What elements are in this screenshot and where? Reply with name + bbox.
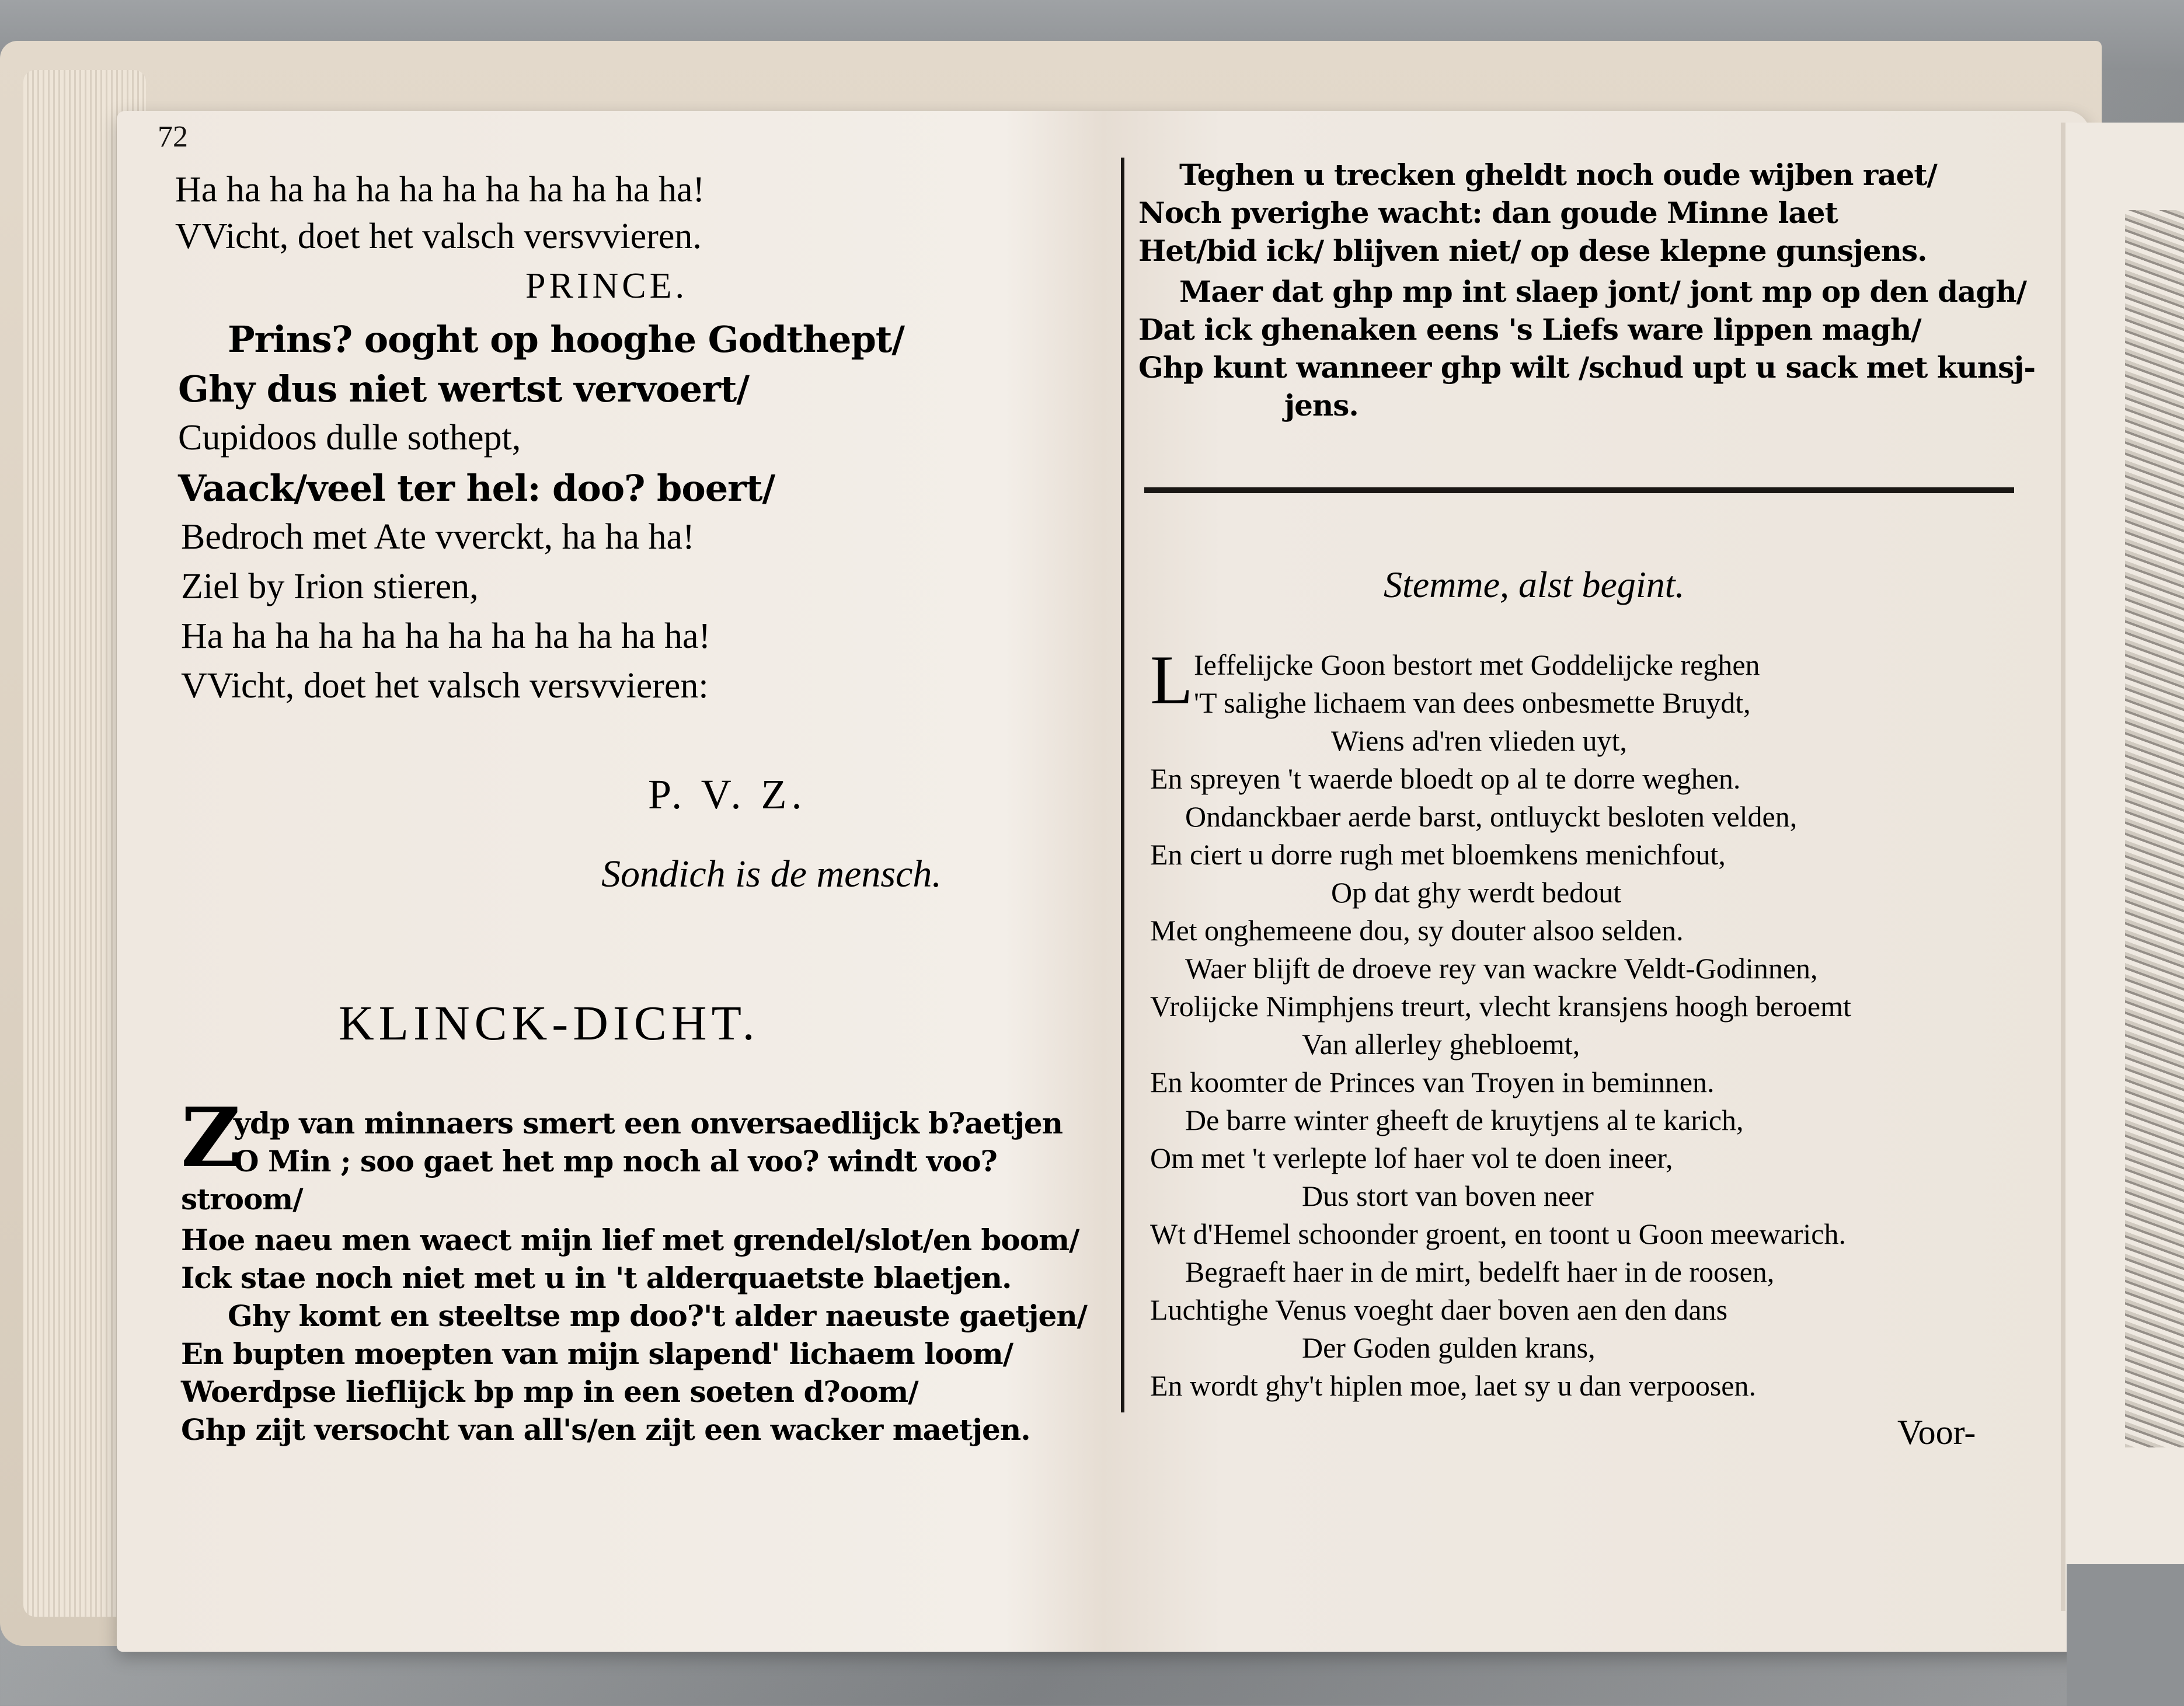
verse-line: Prins? ooght op hooghe Godthept/ bbox=[228, 318, 905, 361]
song-line: Wiens ad'ren vlieden uyt, bbox=[1331, 724, 1627, 757]
song-line: Waer blijft de droeve rey van wackre Veldt-Godinnen, bbox=[1185, 952, 1818, 985]
sonnet-title: KLINCK-DICHT. bbox=[339, 996, 760, 1051]
verse-line: Cupidoos dulle sothept, bbox=[178, 418, 521, 458]
drop-initial: L bbox=[1150, 641, 1193, 718]
song-line: En wordt ghy't hiplen moe, laet sy u dan verpoosen. bbox=[1150, 1369, 1756, 1402]
sonnet-line: ydp van minnaers smert een onversaedlijck b?aetjen bbox=[234, 1106, 1063, 1140]
song-line: 'T salighe lichaem van dees onbesmette Bruydt, bbox=[1194, 686, 1751, 719]
sonnet-line: Woerdpse lieflijck bp mp in een soeten d?oom/ bbox=[181, 1374, 918, 1409]
catchword: Voor- bbox=[1897, 1413, 1976, 1452]
motto-initials: P. V. Z. bbox=[648, 771, 807, 818]
song-line: Om met 't verlepte lof haer vol te doen ineer, bbox=[1150, 1142, 1673, 1174]
adjacent-engraving bbox=[2125, 210, 2184, 1447]
left-column bbox=[175, 0, 1109, 1576]
verse-line: jens. bbox=[1284, 388, 1359, 423]
song-heading: Stemme, alst begint. bbox=[1384, 564, 1685, 605]
sonnet-line: Ick stae noch niet met u in 't alderquaetste blaetjen. bbox=[181, 1261, 1012, 1295]
verse-line: Teghen u trecken gheldt noch oude wijben raet/ bbox=[1179, 158, 1937, 192]
verse-line: Het/bid ick/ blijven niet/ op dese klepne gunsjens. bbox=[1138, 233, 1927, 268]
song-line: Ieffelijcke Goon bestort met Goddelijcke reghen bbox=[1194, 648, 1760, 681]
page-number: 72 bbox=[158, 120, 188, 153]
speaker-heading: PRINCE. bbox=[525, 266, 688, 306]
song-line: Vrolijcke Nimphjens treurt, vlecht kransjens hoogh beroemt bbox=[1150, 990, 1851, 1023]
song-line: Dus stort van boven neer bbox=[1302, 1180, 1594, 1212]
song-line: Wt d'Hemel schoonder groent, en toont u Goon meewarich. bbox=[1150, 1217, 1846, 1250]
verse-line: Ghy dus niet wertst vervoert/ bbox=[178, 368, 750, 410]
song-line: En koomter de Princes van Troyen in beminnen. bbox=[1150, 1066, 1715, 1098]
song-line: De barre winter gheeft de kruytjens al te karich, bbox=[1185, 1104, 1744, 1136]
background-cloth-corner bbox=[2067, 1564, 2184, 1706]
sonnet-line: stroom/ bbox=[181, 1182, 303, 1216]
song-line: En spreyen 't waerde bloedt op al te dorre weghen. bbox=[1150, 762, 1741, 795]
sonnet-line: Ghy komt en steeltse mp doo?'t alder naeuste gaetjen/ bbox=[228, 1299, 1087, 1333]
verse-line: Maer dat ghp mp int slaep jont/ jont mp op den dagh/ bbox=[1179, 274, 2027, 309]
verse-line: VVicht, doet het valsch versvvieren: bbox=[181, 666, 709, 706]
song-line: Der Goden gulden krans, bbox=[1302, 1331, 1596, 1364]
refrain-line: Ha ha ha ha ha ha ha ha ha ha ha ha! bbox=[175, 170, 705, 210]
verse-line: Ziel by Irion stieren, bbox=[181, 567, 479, 606]
song-line: Op dat ghy werdt bedout bbox=[1331, 876, 1622, 909]
song-line: Luchtighe Venus voeght daer boven aen den dans bbox=[1150, 1293, 1728, 1326]
verse-line: Noch pverighe wacht: dan goude Minne laet bbox=[1138, 196, 1838, 230]
refrain-line: VVicht, doet het valsch versvvieren. bbox=[175, 217, 702, 256]
song-line: Met onghemeene dou, sy douter alsoo selden. bbox=[1150, 914, 1684, 947]
right-column bbox=[1138, 0, 2049, 1576]
drop-initial: Z bbox=[181, 1090, 241, 1186]
verse-line: Dat ick ghenaken eens 's Liefs ware lippen magh/ bbox=[1138, 312, 1921, 347]
sonnet-line: En bupten moepten van mijn slapend' lichaem loom/ bbox=[181, 1337, 1013, 1371]
sonnet-line: Ghp zijt versocht van all's/en zijt een wacker maetjen. bbox=[181, 1412, 1030, 1447]
verse-line: Bedroch met Ate vverckt, ha ha ha! bbox=[181, 517, 695, 557]
song-line: En ciert u dorre rugh met bloemkens menichfout, bbox=[1150, 838, 1726, 871]
song-line: Begraeft haer in de mirt, bedelft haer in de roosen, bbox=[1185, 1255, 1775, 1288]
column-rule bbox=[1121, 158, 1124, 1412]
sonnet-line: O Min ; soo gaet het mp noch al voo? windt voo? bbox=[234, 1144, 997, 1178]
verse-line: Ghp kunt wanneer ghp wilt /schud upt u sack met kunsj- bbox=[1138, 350, 2036, 385]
motto: Sondich is de mensch. bbox=[601, 853, 942, 895]
verse-line: Vaack/veel ter hel: doo? boert/ bbox=[178, 467, 775, 510]
song-line: Ondanckbaer aerde barst, ontluyckt besloten velden, bbox=[1185, 800, 1798, 833]
sonnet-line: Hoe naeu men waect mijn lief met grendel/slot/en boom/ bbox=[181, 1223, 1079, 1257]
verse-line: Ha ha ha ha ha ha ha ha ha ha ha ha! bbox=[181, 616, 711, 656]
song-line: Van allerley ghebloemt, bbox=[1302, 1028, 1580, 1060]
